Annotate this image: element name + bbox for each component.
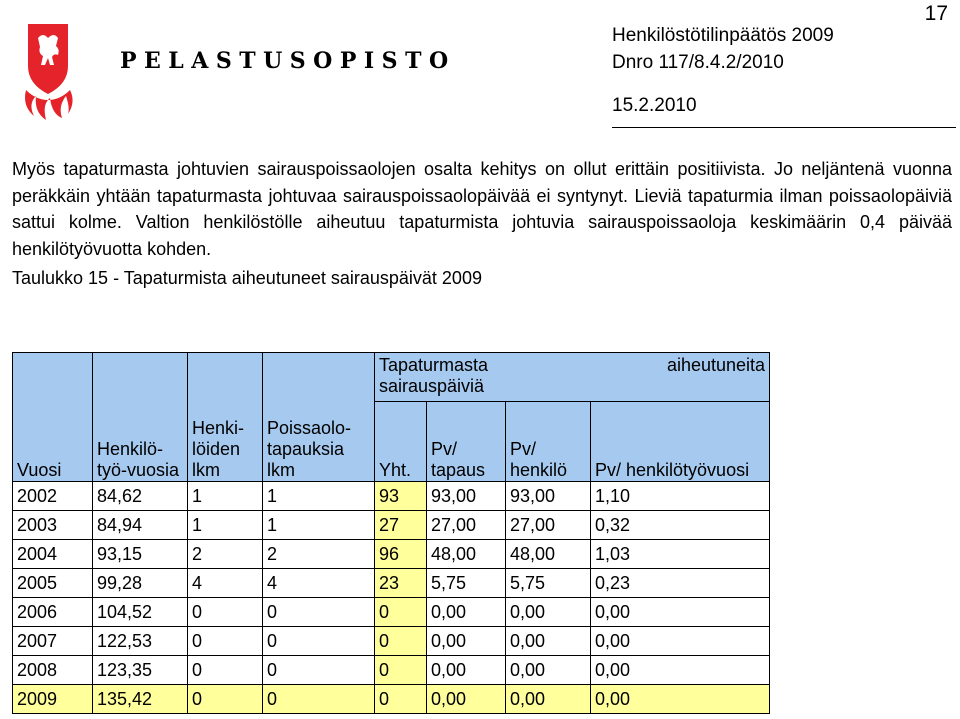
cell-yht: 23: [375, 569, 427, 598]
page-number: 17: [924, 2, 948, 25]
cell-vuosi: 2008: [13, 656, 93, 685]
cell-yht: 27: [375, 511, 427, 540]
header-group-title-right: aiheutuneita: [666, 355, 766, 375]
cell-pv-henkilotyovuosi: 0,00: [591, 656, 770, 685]
cell-pv-tapaus: 5,75: [427, 569, 506, 598]
cell-vuosi: 2003: [13, 511, 93, 540]
cell-henkilotyovuosia: 99,28: [93, 569, 188, 598]
cell-pv-henkilo: 0,00: [506, 627, 591, 656]
header-vuosi: Vuosi: [13, 353, 93, 482]
header-henkilotyovuosia: Henkilö-työ-vuosia: [93, 353, 188, 482]
cell-pv-henkilotyovuosi: 1,03: [591, 540, 770, 569]
cell-pv-henkilo: 0,00: [506, 685, 591, 714]
document-title-line: Henkilöstötilinpäätös 2009: [612, 25, 834, 46]
header-divider: [612, 127, 956, 128]
cell-pv-tapaus: 0,00: [427, 627, 506, 656]
lion-flame-logo-icon: [20, 20, 76, 124]
document-reference: Dnro 117/8.4.2/2010: [612, 52, 784, 73]
cell-vuosi: 2002: [13, 482, 93, 511]
cell-pv-henkilo: 5,75: [506, 569, 591, 598]
cell-poissaolotapauksia: 0: [263, 685, 375, 714]
cell-pv-henkilo: 0,00: [506, 598, 591, 627]
cell-henkiloiden-lkm: 0: [188, 627, 263, 656]
cell-poissaolotapauksia: 4: [263, 569, 375, 598]
cell-henkiloiden-lkm: 0: [188, 685, 263, 714]
cell-pv-henkilo: 27,00: [506, 511, 591, 540]
cell-pv-henkilotyovuosi: 0,23: [591, 569, 770, 598]
header-poissaolotapauksia: Poissaolo-tapauksia lkm: [263, 353, 375, 482]
header-pv-henkilotyovuosi: Pv/ henkilötyövuosi: [591, 402, 770, 482]
cell-yht: 0: [375, 685, 427, 714]
cell-vuosi: 2007: [13, 627, 93, 656]
cell-pv-tapaus: 48,00: [427, 540, 506, 569]
table-row: [13, 540, 770, 569]
header-yht: Yht.: [375, 402, 427, 482]
document-title: [612, 22, 834, 76]
cell-henkilotyovuosia: 93,15: [93, 540, 188, 569]
table-row: [13, 598, 770, 627]
cell-vuosi: 2004: [13, 540, 93, 569]
cell-poissaolotapauksia: 0: [263, 627, 375, 656]
cell-poissaolotapauksia: 0: [263, 598, 375, 627]
cell-poissaolotapauksia: 2: [263, 540, 375, 569]
cell-vuosi: 2005: [13, 569, 93, 598]
cell-yht: 93: [375, 482, 427, 511]
cell-henkiloiden-lkm: 2: [188, 540, 263, 569]
header-group-title: [375, 353, 770, 402]
header-pv-henkilo: Pv/ henkilö: [506, 402, 591, 482]
cell-henkiloiden-lkm: 4: [188, 569, 263, 598]
cell-vuosi: 2009: [13, 685, 93, 714]
cell-pv-tapaus: 0,00: [427, 685, 506, 714]
table-row: [13, 569, 770, 598]
cell-pv-henkilotyovuosi: 0,00: [591, 627, 770, 656]
cell-vuosi: 2006: [13, 598, 93, 627]
cell-yht: 0: [375, 656, 427, 685]
cell-yht: 0: [375, 598, 427, 627]
table-caption: Taulukko 15 - Tapaturmista aiheutuneet sairauspäivät 2009: [12, 268, 482, 288]
cell-henkiloiden-lkm: 0: [188, 598, 263, 627]
header-henkiloiden-lkm: Henki-löiden lkm: [188, 353, 263, 482]
cell-pv-henkilotyovuosi: 1,10: [591, 482, 770, 511]
cell-henkilotyovuosia: 135,42: [93, 685, 188, 714]
cell-henkilotyovuosia: 84,94: [93, 511, 188, 540]
cell-pv-tapaus: 0,00: [427, 656, 506, 685]
table-row: [13, 685, 770, 714]
cell-pv-henkilotyovuosi: 0,32: [591, 511, 770, 540]
cell-henkilotyovuosia: 104,52: [93, 598, 188, 627]
cell-pv-henkilotyovuosi: 0,00: [591, 598, 770, 627]
table-row: [13, 656, 770, 685]
table-row: [13, 627, 770, 656]
cell-pv-henkilo: 93,00: [506, 482, 591, 511]
cell-pv-henkilo: 0,00: [506, 656, 591, 685]
cell-henkilotyovuosia: 122,53: [93, 627, 188, 656]
header-group-title-left: Tapaturmasta sairauspäiviä: [379, 355, 489, 396]
body-paragraph: Myös tapaturmasta johtuvien sairauspoissaolojen osalta kehitys on ollut erittäin positiivista. Jo neljäntenä vuonna peräkkäin yhtään tapaturmasta johtuvaa sairauspoissaolopäivää ei syntynyt. Lieviä tapaturmia ilman poissaolopäiviä sattui kolme. Valtion henkilöstölle aiheutuu tapaturmista johtuvia sairauspoissaoloja keskimäärin 0,4 päivää henkilötyövuotta kohden.: [12, 159, 952, 259]
cell-yht: 0: [375, 627, 427, 656]
cell-henkiloiden-lkm: 1: [188, 482, 263, 511]
body-text: [12, 156, 952, 262]
cell-pv-henkilo: 48,00: [506, 540, 591, 569]
cell-pv-tapaus: 0,00: [427, 598, 506, 627]
cell-poissaolotapauksia: 1: [263, 482, 375, 511]
cell-henkiloiden-lkm: 0: [188, 656, 263, 685]
cell-poissaolotapauksia: 0: [263, 656, 375, 685]
cell-pv-tapaus: 27,00: [427, 511, 506, 540]
table-row: [13, 511, 770, 540]
cell-pv-henkilotyovuosi: 0,00: [591, 685, 770, 714]
cell-yht: 96: [375, 540, 427, 569]
document-date: 15.2.2010: [612, 95, 697, 116]
cell-poissaolotapauksia: 1: [263, 511, 375, 540]
organization-name: PELASTUSOPISTO: [120, 48, 456, 74]
header-pv-tapaus: Pv/ tapaus: [427, 402, 506, 482]
cell-henkilotyovuosia: 84,62: [93, 482, 188, 511]
table-row: [13, 482, 770, 511]
cell-pv-tapaus: 93,00: [427, 482, 506, 511]
cell-henkilotyovuosia: 123,35: [93, 656, 188, 685]
cell-henkiloiden-lkm: 1: [188, 511, 263, 540]
accident-sick-days-table: [12, 352, 770, 714]
